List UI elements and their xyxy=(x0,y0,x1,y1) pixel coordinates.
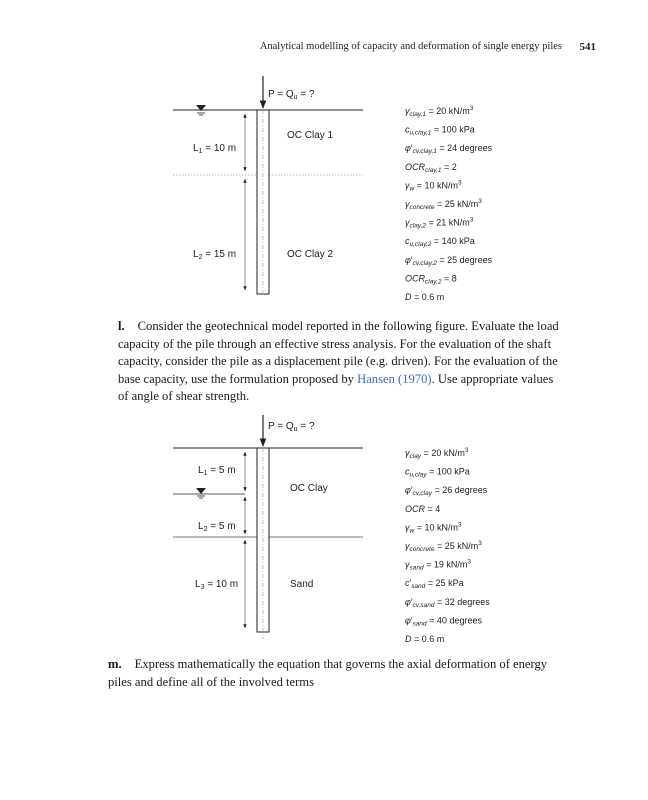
load-label: $P = Q_u$ = ? xyxy=(268,89,315,101)
parameter-line: $\gamma_{sand} = 19$ $kN/m^3$ xyxy=(405,558,471,572)
page-number: 541 xyxy=(579,41,596,53)
layer-length-label: $L_1 = 5$ m xyxy=(198,465,236,477)
parameter-line: $\varphi'_{cv,clay,1} = 24$ degrees xyxy=(405,143,493,156)
parameter-line: D = 0.6 m xyxy=(405,634,445,643)
layer-length-label: $L_1 = 10$ m xyxy=(193,143,237,155)
running-head xyxy=(0,41,648,55)
parameter-line: $c_{u,clay,1} = 100$ kPa xyxy=(405,124,475,137)
parameter-line: $c_{u,clay} = 100$ kPa xyxy=(405,466,470,479)
load-label: $P = Q_u$ = ? xyxy=(268,421,315,433)
parameter-line: $\gamma_{concrete} = 25$ $kN/m^3$ xyxy=(405,540,482,553)
parameter-line: $c'_{sand} = 25$ kPa xyxy=(405,578,464,591)
layer-soil-label: OC Clay 2 xyxy=(287,249,334,260)
parameter-line: $\gamma_{concrete} = 25$ $kN/m^3$ xyxy=(405,198,482,211)
question-m xyxy=(108,656,568,691)
figure-1-soil-profile xyxy=(0,70,648,302)
parameter-line: $c_{u,clay,2} = 140$ kPa xyxy=(405,236,475,249)
question-text-end: . Use appropriate values of angle of shear strength. xyxy=(118,371,554,404)
parameter-line: $\gamma_{clay,1} = 20$ $kN/m^3$ xyxy=(405,105,474,118)
parameter-line: $\varphi'_{cv,sand} = 32$ degrees xyxy=(405,596,490,609)
parameter-line: $OCR_{clay,2} = 8$ xyxy=(405,273,457,286)
layer-soil-label: OC Clay xyxy=(290,483,328,494)
water-table-icon xyxy=(173,488,245,498)
parameter-line: $\varphi'_{cv,clay} = 26$ degrees xyxy=(405,485,488,498)
layer-length-label: $L_2 = 15$ m xyxy=(193,249,237,261)
parameter-line: $OCR_{clay,1} = 2$ xyxy=(405,161,457,174)
parameter-line: $\varphi'_{sand} = 40$ degrees xyxy=(405,615,482,628)
question-label: l. xyxy=(118,319,125,333)
layer-soil-label: OC Clay 1 xyxy=(287,130,334,141)
parameter-list xyxy=(405,105,493,302)
figure-2-soil-profile xyxy=(0,411,648,643)
parameter-line: D = 0.6 m xyxy=(405,292,445,302)
parameter-list xyxy=(405,447,490,643)
parameter-line: $\gamma_{clay} = 20$ $kN/m^3$ xyxy=(405,447,469,460)
layer-length-label: $L_2 = 5$ m xyxy=(198,521,236,533)
parameter-line: OCR = 4 xyxy=(405,503,441,514)
parameter-line: $\gamma_{clay,2} = 21$ $kN/m^3$ xyxy=(405,216,474,230)
question-label: m. xyxy=(108,657,122,671)
parameter-line: $\gamma_w = 10$ $kN/m^3$ xyxy=(405,179,462,193)
parameter-line: $\gamma_w = 10$ $kN/m^3$ xyxy=(405,521,462,535)
question-l xyxy=(118,318,562,406)
parameter-line: $\varphi'_{cv,clay,2} = 25$ degrees xyxy=(405,254,493,267)
running-title: Analytical modelling of capacity and deformation of single energy piles xyxy=(259,41,562,52)
citation-link[interactable]: Hansen (1970) xyxy=(357,371,432,386)
layer-soil-label: Sand xyxy=(290,579,314,590)
question-text: Express mathematically the equation that governs the axial deformation of energy piles and define all of the involved terms xyxy=(108,657,548,689)
layer-length-label: $L_3 = 10$ m xyxy=(195,579,239,591)
question-text: Consider the geotechnical model reported in the following figure. Evaluate the load capacity of the pile through an effective stress analysis. For the evaluation of the shaft capacity, consider the pile as a displacement pile (e.g. driven). For the evaluation of the base capacity, use the formulation proposed by xyxy=(118,319,559,386)
